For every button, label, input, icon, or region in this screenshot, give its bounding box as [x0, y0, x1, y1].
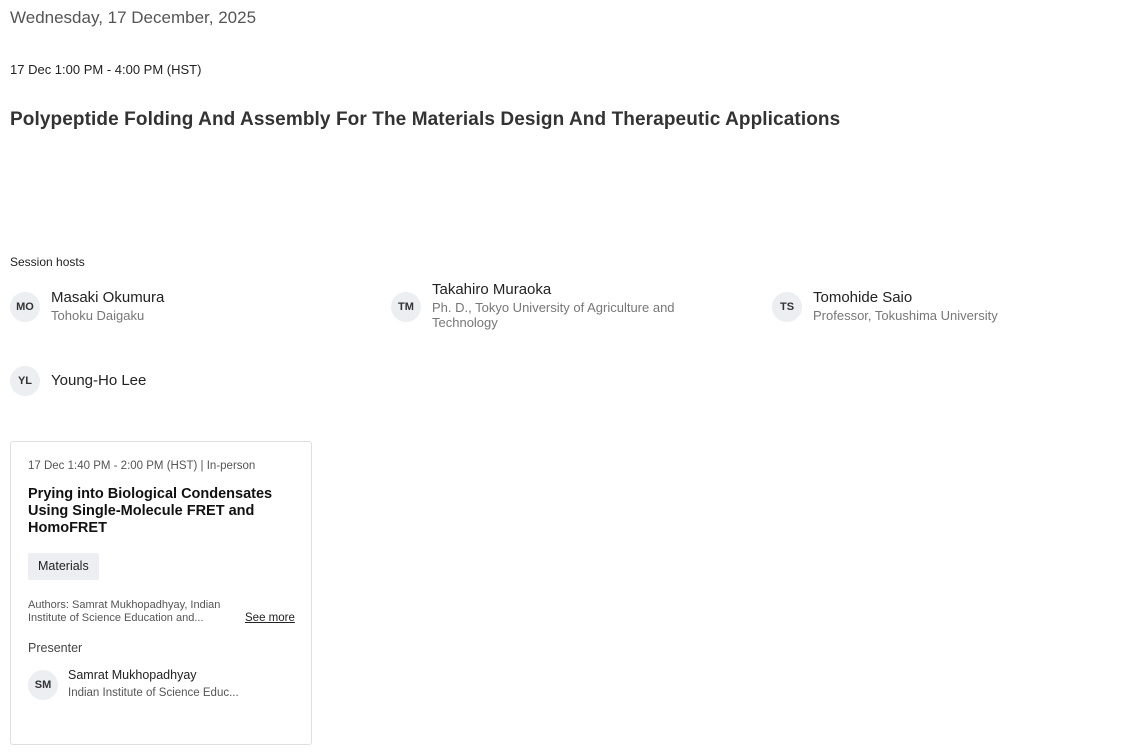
avatar: TM	[391, 292, 421, 322]
presentation-title[interactable]: Prying into Biological Condensates Using Single-Molecule FRET and HomoFRET	[28, 486, 273, 536]
session-time: 17 Dec 1:00 PM - 4:00 PM (HST)	[10, 62, 202, 77]
presenter-label: Presenter	[28, 641, 83, 655]
host-name[interactable]: Takahiro Muraoka	[432, 281, 552, 298]
presenter-affiliation: Indian Institute of Science Educ...	[68, 687, 239, 699]
avatar: TS	[772, 292, 802, 322]
host-item[interactable]	[10, 366, 146, 396]
host-affiliation: Ph. D., Tokyo University of Agriculture and Technology	[432, 300, 675, 330]
host-name[interactable]: Masaki Okumura	[51, 289, 165, 306]
host-name[interactable]: Tomohide Saio	[813, 289, 913, 306]
host-item[interactable]	[772, 289, 998, 323]
presentation-time: 17 Dec 1:40 PM - 2:00 PM (HST) | In-person	[28, 460, 256, 472]
see-more-link[interactable]: See more	[245, 612, 295, 624]
presenter-item[interactable]	[28, 668, 239, 700]
presentation-card[interactable]	[10, 441, 312, 745]
host-affiliation: Professor, Tokushima University	[813, 308, 998, 323]
host-item[interactable]	[10, 289, 165, 323]
topic-tag: Materials	[28, 553, 99, 580]
presenter-name[interactable]: Samrat Mukhopadhyay	[68, 668, 197, 682]
session-hosts-label: Session hosts	[10, 255, 85, 269]
host-item[interactable]	[391, 281, 702, 330]
host-name[interactable]: Young-Ho Lee	[51, 372, 147, 389]
authors-text: Authors: Samrat Mukhopadhyay, Indian Institute of Science Education and...	[28, 599, 221, 624]
avatar: MO	[10, 292, 40, 322]
avatar: SM	[28, 670, 58, 700]
host-affiliation: Tohoku Daigaku	[51, 308, 145, 323]
avatar: YL	[10, 366, 40, 396]
date-heading: Wednesday, 17 December, 2025	[10, 8, 257, 27]
session-title: Polypeptide Folding And Assembly For The Materials Design And Therapeutic Applications	[10, 109, 841, 130]
